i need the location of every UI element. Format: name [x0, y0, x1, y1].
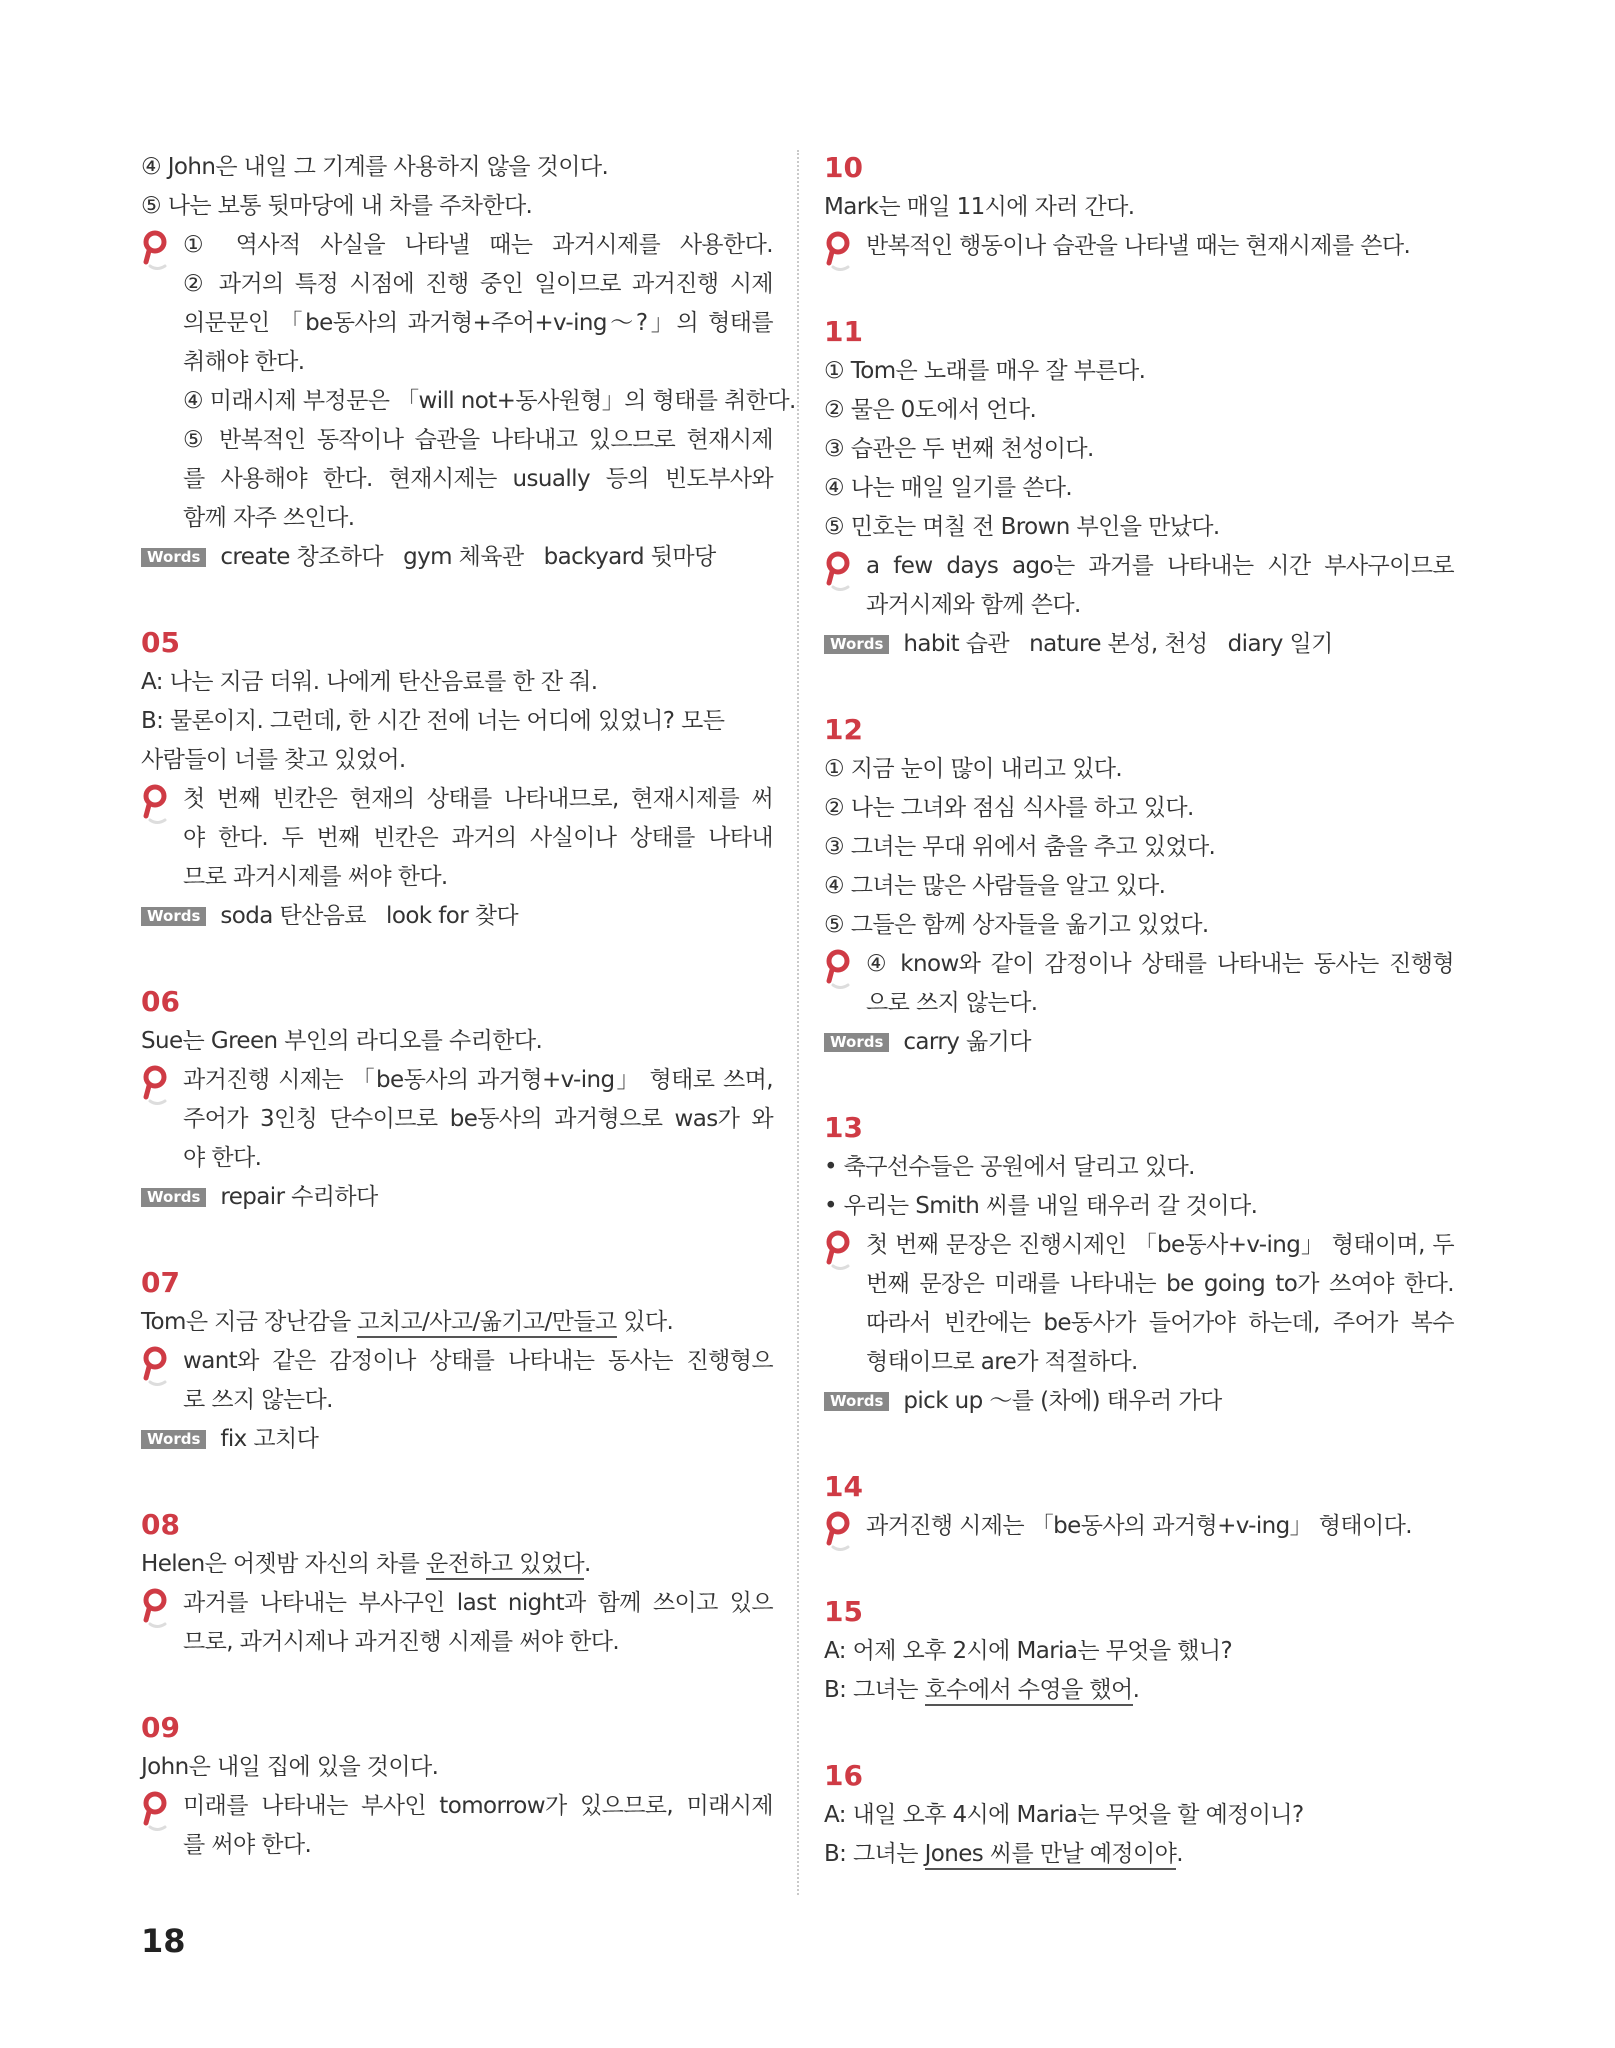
answer-underline: 호수에서 수영을 했어 — [925, 1677, 1133, 1706]
answer-12 — [824, 710, 1454, 1062]
answer-13 — [824, 1108, 1454, 1421]
words-row — [824, 1382, 1454, 1421]
question-number: 09 — [141, 1711, 180, 1744]
question-number: 16 — [824, 1759, 863, 1792]
words-row — [141, 897, 773, 936]
explanation — [824, 547, 1454, 625]
dialogue-line-a: A: 어제 오후 2시에 Maria는 무엇을 했니? — [824, 1638, 1233, 1664]
line-b-pre: B: 그녀는 — [824, 1841, 925, 1867]
magnifier-icon — [824, 230, 856, 276]
sentence: ⑤ 민호는 며칠 전 Brown 부인을 만났다. — [824, 514, 1220, 540]
sentence: ⑤ 그들은 함께 상자들을 옮기고 있었다. — [824, 912, 1209, 938]
question-number: 14 — [824, 1470, 863, 1503]
words-badge: Words — [141, 1188, 206, 1207]
answer-06 — [141, 982, 773, 1217]
explanation-line: ② 과거의 특정 시점에 진행 중인 일이므로 과거진행 시제 — [183, 271, 773, 297]
explanation-line: 함께 자주 쓰인다. — [183, 505, 355, 531]
answer-underline: 고치고/사고/옮기고/만들고 — [357, 1309, 616, 1338]
explanation-line: 번째 문장은 미래를 나타내는 be going to가 쓰여야 한다. — [866, 1271, 1454, 1297]
words-row — [141, 1178, 773, 1217]
explanation-line: 따라서 빈칸에는 be동사가 들어가야 하는데, 주어가 복수 — [866, 1310, 1454, 1336]
question-number: 05 — [141, 626, 180, 659]
line-b-post: . — [1176, 1841, 1183, 1867]
answer-09 — [141, 1708, 773, 1865]
explanation — [141, 1787, 773, 1865]
answer-underline: 운전하고 있었다 — [426, 1551, 584, 1580]
answer-underline: Jones 씨를 만날 예정이야 — [925, 1841, 1177, 1870]
words-badge: Words — [141, 907, 206, 926]
question-number: 10 — [824, 151, 863, 184]
sentence: ① 지금 눈이 많이 내리고 있다. — [824, 756, 1123, 782]
words-text: habit 습관 nature 본성, 천성 diary 일기 — [903, 631, 1333, 657]
explanation-line: 과거시제와 함께 쓴다. — [866, 592, 1081, 618]
explanation-line: 므로, 과거시제나 과거진행 시제를 써야 한다. — [183, 1629, 620, 1655]
words-text: carry 옮기다 — [903, 1029, 1031, 1055]
explanation-line: 반복적인 행동이나 습관을 나타낼 때는 현재시제를 쓴다. — [866, 233, 1411, 259]
sentence-pre: Tom은 지금 장난감을 — [141, 1309, 358, 1335]
sentence: ② 나는 그녀와 점심 식사를 하고 있다. — [824, 795, 1194, 821]
answer-14 — [824, 1467, 1454, 1546]
words-row — [141, 538, 773, 577]
words-text: repair 수리하다 — [220, 1184, 378, 1210]
explanation — [141, 1584, 773, 1662]
words-row — [141, 1420, 773, 1459]
explanation-line: 형태이므로 are가 적절하다. — [866, 1349, 1138, 1375]
explanation-line: 과거진행 시제는 「be동사의 과거형+v-ing」 형태로 쓰며, — [183, 1067, 773, 1093]
answer-08 — [141, 1505, 773, 1662]
question-number: 07 — [141, 1266, 180, 1299]
answer-11 — [824, 312, 1454, 664]
explanation-line: 를 사용해야 한다. 현재시제는 usually 등의 빈도부사와 — [183, 466, 773, 492]
explanation-line: 야 한다. 두 번째 빈칸은 과거의 사실이나 상태를 나타내 — [183, 825, 773, 851]
explanation-line: 첫 번째 빈칸은 현재의 상태를 나타내므로, 현재시제를 써 — [183, 786, 773, 812]
answer-10 — [824, 148, 1454, 266]
sentence: John은 내일 집에 있을 것이다. — [141, 1754, 439, 1780]
words-row — [824, 625, 1454, 664]
magnifier-icon — [141, 1345, 173, 1391]
sentence: ④ 나는 매일 일기를 쓴다. — [824, 475, 1073, 501]
answer-05 — [141, 623, 773, 936]
explanation-line: want와 같은 감정이나 상태를 나타내는 동사는 진행형으 — [183, 1348, 773, 1374]
explanation — [141, 780, 773, 897]
left-column — [141, 148, 796, 1911]
explanation — [824, 1507, 1454, 1546]
explanation — [824, 227, 1454, 266]
answer-07 — [141, 1263, 773, 1459]
words-badge: Words — [824, 635, 889, 654]
words-badge: Words — [141, 1430, 206, 1449]
explanation-line: 야 한다. — [183, 1145, 262, 1171]
sentence — [141, 1545, 773, 1584]
explanation-line: 취해야 한다. — [183, 349, 305, 375]
question-number: 13 — [824, 1111, 863, 1144]
line-b-post: . — [1132, 1677, 1140, 1703]
sentence-post: 있다. — [616, 1309, 674, 1335]
line-b-pre: B: 그녀는 — [824, 1677, 925, 1703]
dialogue-line-b — [824, 1671, 1454, 1710]
dialogue-line-b — [824, 1835, 1454, 1874]
sentence-pre: Helen은 어젯밤 자신의 차를 — [141, 1551, 426, 1577]
sentence: A: 나는 지금 더워. 나에게 탄산음료를 한 잔 줘. — [141, 669, 598, 695]
page-number: 18 — [141, 1922, 186, 1960]
explanation — [141, 226, 796, 538]
explanation-line: 므로 과거시제를 써야 한다. — [183, 864, 448, 890]
magnifier-icon — [141, 1587, 173, 1633]
magnifier-icon — [141, 783, 173, 829]
sentence — [141, 1303, 773, 1342]
sentence: Sue는 Green 부인의 라디오를 수리한다. — [141, 1028, 543, 1054]
question-number: 15 — [824, 1595, 863, 1628]
sentence: • 축구선수들은 공원에서 달리고 있다. — [824, 1154, 1195, 1180]
explanation-line: 미래를 나타내는 부사인 tomorrow가 있으므로, 미래시제 — [183, 1793, 773, 1819]
explanation-line: ① 역사적 사실을 나타낼 때는 과거시제를 사용한다. — [183, 232, 773, 258]
explanation-line: a few days ago는 과거를 나타내는 시간 부사구이므로 — [866, 553, 1454, 579]
explanation-line: 를 써야 한다. — [183, 1832, 312, 1858]
explanation-line: 과거를 나타내는 부사구인 last night과 함께 쓰이고 있으 — [183, 1590, 773, 1616]
sentence: • 우리는 Smith 씨를 내일 태우러 갈 것이다. — [824, 1193, 1258, 1219]
question-number: 08 — [141, 1508, 180, 1541]
words-badge: Words — [141, 548, 206, 567]
sentence-post: . — [584, 1551, 591, 1577]
sentence: ④ John은 내일 그 기계를 사용하지 않을 것이다. — [141, 154, 609, 180]
words-badge: Words — [824, 1033, 889, 1052]
sentence: ③ 습관은 두 번째 천성이다. — [824, 436, 1094, 462]
explanation — [824, 1226, 1454, 1382]
dialogue-line-a: A: 내일 오후 4시에 Maria는 무엇을 할 예정이니? — [824, 1802, 1304, 1828]
explanation-line: 로 쓰지 않는다. — [183, 1387, 333, 1413]
question-number: 12 — [824, 713, 863, 746]
magnifier-icon — [141, 229, 173, 275]
answer-16 — [824, 1756, 1454, 1874]
sentence: ④ 그녀는 많은 사람들을 알고 있다. — [824, 873, 1166, 899]
magnifier-icon — [141, 1790, 173, 1836]
explanation-line: 첫 번째 문장은 진행시제인 「be동사+v-ing」 형태이며, 두 — [866, 1232, 1454, 1258]
sentence: ② 물은 0도에서 언다. — [824, 397, 1037, 423]
explanation-line: 으로 쓰지 않는다. — [866, 990, 1038, 1016]
words-badge: Words — [824, 1392, 889, 1411]
magnifier-icon — [824, 948, 856, 994]
explanation — [141, 1342, 773, 1420]
words-row — [824, 1023, 1454, 1062]
words-text: soda 탄산음료 look for 찾다 — [220, 903, 518, 929]
continued-answer-04 — [141, 148, 796, 577]
explanation-line: 주어가 3인칭 단수이므로 be동사의 과거형으로 was가 와 — [183, 1106, 773, 1132]
sentence: 사람들이 너를 찾고 있었어. — [141, 747, 406, 773]
words-text: fix 고치다 — [220, 1426, 319, 1452]
sentence: B: 물론이지. 그런데, 한 시간 전에 너는 어디에 있었니? 모든 — [141, 708, 725, 734]
magnifier-icon — [141, 1064, 173, 1110]
explanation-line: 과거진행 시제는 「be동사의 과거형+v-ing」 형태이다. — [866, 1513, 1412, 1539]
words-text: create 창조하다 gym 체육관 backyard 뒷마당 — [220, 544, 716, 570]
explanation-line: ⑤ 반복적인 동작이나 습관을 나타내고 있으므로 현재시제 — [183, 427, 773, 453]
sentence: ⑤ 나는 보통 뒷마당에 내 차를 주차한다. — [141, 193, 533, 219]
explanation-line: 의문문인 「be동사의 과거형+주어+v-ing～?」의 형태를 — [183, 310, 773, 336]
magnifier-icon — [824, 1229, 856, 1275]
explanation-line: ④ know와 같이 감정이나 상태를 나타내는 동사는 진행형 — [866, 951, 1454, 977]
words-text: pick up ～를 (차에) 태우러 가다 — [903, 1388, 1222, 1414]
sentence: Mark는 매일 11시에 자러 간다. — [824, 194, 1135, 220]
sentence: ① Tom은 노래를 매우 잘 부른다. — [824, 358, 1146, 384]
question-number: 11 — [824, 315, 863, 348]
explanation — [141, 1061, 773, 1178]
magnifier-icon — [824, 550, 856, 596]
explanation-line: ④ 미래시제 부정문은 「will not+동사원형」의 형태를 취한다. — [183, 388, 796, 414]
answer-15 — [824, 1592, 1454, 1710]
sentence: ③ 그녀는 무대 위에서 춤을 추고 있었다. — [824, 834, 1216, 860]
explanation — [824, 945, 1454, 1023]
magnifier-icon — [824, 1510, 856, 1556]
column-divider — [797, 150, 799, 1895]
right-column — [824, 148, 1454, 1920]
question-number: 06 — [141, 985, 180, 1018]
